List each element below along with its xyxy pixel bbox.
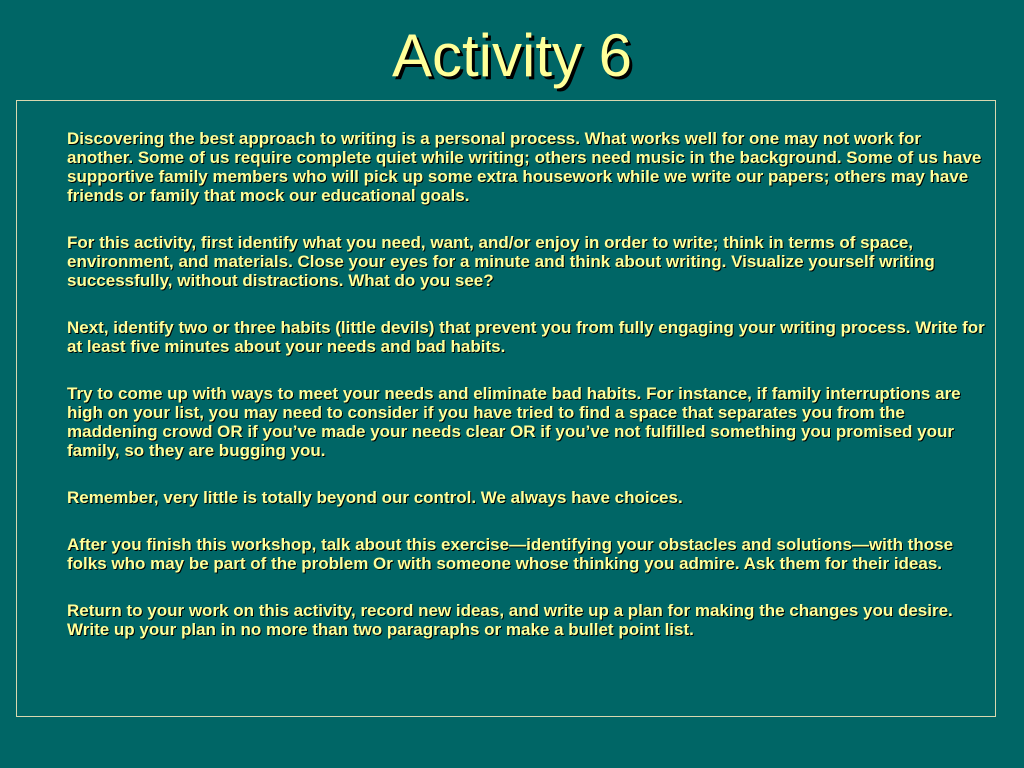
paragraph-after-workshop: After you finish this workshop, talk about this exercise—identifying your obstacles and solutions—with those folks who may be part of the problem Or with someone whose thinking you admire. Ask them for their ideas. — [67, 535, 954, 573]
paragraph-remember: Remember, very little is totally beyond our control. We always have choices. — [67, 488, 683, 507]
slide-title: Activity 6 — [391, 22, 633, 89]
paragraph-list — [67, 129, 991, 667]
paragraph-bad-habits: Next, identify two or three habits (little devils) that prevent you from fully engaging your writing process. Write for at least five minutes about your needs and bad habits. — [67, 318, 985, 356]
paragraph-return: Return to your work on this activity, record new ideas, and write up a plan for making the changes you desire. Write up your plan in no more than two paragraphs or make a bullet point list. — [67, 601, 953, 639]
paragraph-solutions: Try to come up with ways to meet your needs and eliminate bad habits. For instance, if family interruptions are high on your list, you may need to consider if you have tried to find a space that separates you from the maddening crowd OR if you’ve made your needs clear OR if you’ve not fulfilled something you promised your family, so they are bugging you. — [67, 384, 961, 460]
paragraph-intro: Discovering the best approach to writing is a personal process. What works well for one may not work for another. Some of us require complete quiet while writing; others need music in the background. Some of us have supportive family members who will pick up some extra housework while we write our papers; others may have friends or family that mock our educational goals. — [67, 129, 982, 205]
paragraph-identify-needs: For this activity, first identify what you need, want, and/or enjoy in order to write; think in terms of space, environment, and materials. Close your eyes for a minute and think about writing. Visualize yourself writing successfully, without distractions. What do you see? — [67, 233, 935, 290]
content-box — [16, 100, 996, 717]
